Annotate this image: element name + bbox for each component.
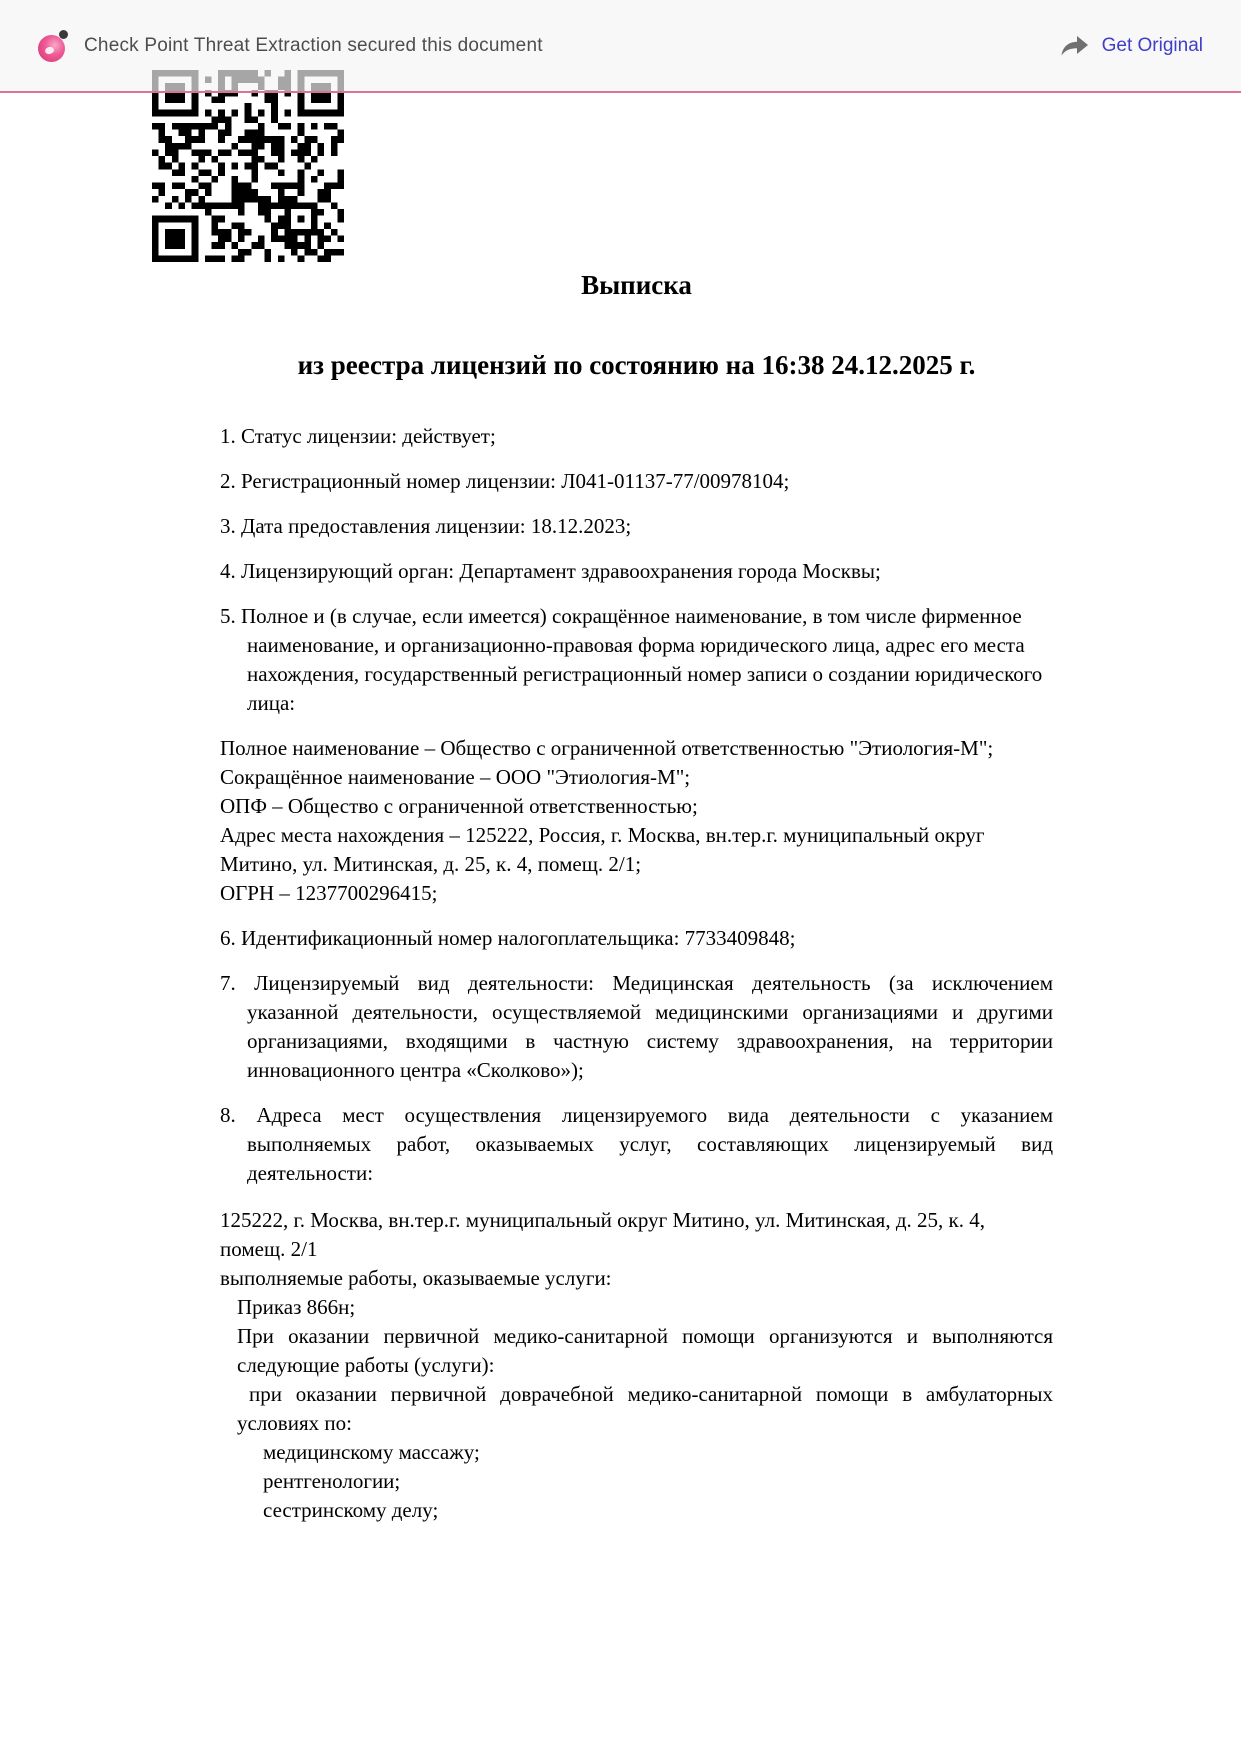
work-description-prehospital-care: при оказании первичной доврачебной медико-санитарной помощи в амбулаторных условиях по: <box>237 1382 1053 1435</box>
threat-extraction-banner <box>0 0 1241 93</box>
license-extract-document <box>220 268 1053 1525</box>
item-org-naming-heading: 5. Полное и (в случае, если имеется) сокращённое наименование, в том числе фирменное наименование, и организационно-правовая форма юридического лица, адрес его места нахождения, государственный регистрационный номер записи о создании юридического лица: <box>220 604 1043 715</box>
org-legal-form: ОПФ – Общество с ограниченной ответственностью; <box>220 794 698 818</box>
item-taxpayer-number: 6. Идентификационный номер налогоплательщика: 7733409848; <box>220 926 796 950</box>
organization-details-block <box>220 734 1053 908</box>
service-nursing: сестринскому делу; <box>263 1498 439 1522</box>
get-original-button[interactable] <box>1060 35 1203 57</box>
item-activity-addresses-heading: 8. Адреса мест осуществления лицензируемого вида деятельности с указанием выполняемых работ, оказываемых услуг, составляющих лицензируемый вид деятельности: <box>220 1103 1053 1185</box>
document-subtitle: из реестра лицензий по состоянию на 16:38 24.12.2025 г. <box>297 350 976 380</box>
activity-address: 125222, г. Москва, вн.тер.г. муниципальный округ Митино, ул. Митинская, д. 25, к. 4, помещ. 2/1 <box>220 1208 985 1261</box>
forward-arrow-icon[interactable] <box>1060 35 1090 57</box>
document-title: Выписка <box>581 270 692 300</box>
work-description-primary-care: При оказании первичной медико-санитарной помощи организуются и выполняются следующие работы (услуги): <box>237 1324 1053 1377</box>
service-radiology: рентгенологии; <box>263 1469 401 1493</box>
qr-code <box>152 70 344 262</box>
order-reference: Приказ 866н; <box>237 1295 356 1319</box>
banner-message: Check Point Threat Extraction secured this document <box>84 34 543 56</box>
item-licensing-authority: 4. Лицензирующий орган: Департамент здравоохранения города Москвы; <box>220 559 881 583</box>
service-medical-massage: медицинскому массажу; <box>263 1440 480 1464</box>
checkpoint-logo-icon <box>38 30 68 62</box>
item-registration-number: 2. Регистрационный номер лицензии: Л041-01137-77/00978104; <box>220 469 790 493</box>
org-short-name: Сокращённое наименование – ООО "Этиология-М"; <box>220 765 691 789</box>
activity-address-block <box>220 1206 1053 1525</box>
checkpoint-logo-ball <box>38 35 65 62</box>
item-license-status: 1. Статус лицензии: действует; <box>220 424 496 448</box>
checkpoint-logo-dot <box>59 30 68 39</box>
item-grant-date: 3. Дата предоставления лицензии: 18.12.2023; <box>220 514 632 538</box>
works-label: выполняемые работы, оказываемые услуги: <box>220 1266 612 1290</box>
item-licensed-activity: 7. Лицензируемый вид деятельности: Медицинская деятельность (за исключением указанной деятельности, осуществляемой медицинскими организациями и другими организациями, входящими в частную систему здравоохранения, на территории инновационного центра «Сколково»); <box>220 971 1053 1082</box>
get-original-label[interactable]: Get Original <box>1101 34 1203 56</box>
org-full-name: Полное наименование – Общество с ограниченной ответственностью "Этиология-М"; <box>220 736 994 760</box>
org-address: Адрес места нахождения – 125222, Россия, г. Москва, вн.тер.г. муниципальный округ Митино, ул. Митинская, д. 25, к. 4, помещ. 2/1; <box>220 823 985 876</box>
org-ogrn: ОГРН – 1237700296415; <box>220 881 438 905</box>
